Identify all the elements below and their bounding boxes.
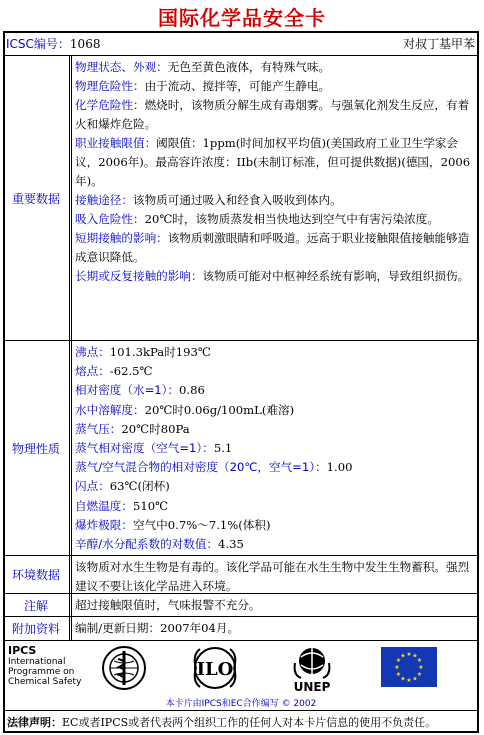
important-key: 长期或反复接触的影响： xyxy=(75,269,203,283)
important-value: 该物质刺激眼睛和呼吸道。远高于职业接触限值接触能够造成意识降低。 xyxy=(75,231,470,264)
svg-text:★: ★ xyxy=(416,671,423,678)
important-key: 接触途径： xyxy=(75,193,133,207)
notes-section xyxy=(3,594,479,617)
property-value: -62.5℃ xyxy=(109,364,153,379)
physical-properties-label: 物理性质 xyxy=(3,341,72,555)
property-value: 20℃时0.06g/100mL(难溶) xyxy=(144,402,295,417)
property-value: 1.00 xyxy=(326,460,353,475)
property-key: 蒸气压： xyxy=(75,421,122,436)
property-item xyxy=(75,477,476,496)
important-value: 无色至黄色液体，有特殊气味。 xyxy=(167,60,331,74)
important-key: 职业接触限值： xyxy=(75,136,157,150)
important-key: 物理危险性： xyxy=(75,79,145,93)
svg-text:★: ★ xyxy=(400,675,406,683)
property-value: 5.1 xyxy=(213,441,233,456)
environment-text: 该物质对水生生物是有毒的。该化学品可能在水生生物中发生生物蓄积。强烈建议不要让该化学品进入环境。 xyxy=(75,560,470,593)
property-item xyxy=(75,535,476,554)
property-value: 510℃ xyxy=(132,498,169,513)
property-item xyxy=(75,439,476,458)
legal-label: 法律声明： xyxy=(7,716,62,729)
svg-text:★: ★ xyxy=(395,671,402,678)
important-value: 阈限值：1ppm(时间加权平均值)(美国政府工业卫生学家会议，2006年)。最高容许浓度：IIb(未制订标准，但可提供数据)(德国，2006年)。 xyxy=(75,136,471,188)
property-value: 63℃(闭杯) xyxy=(109,479,170,494)
environment-label: 环境数据 xyxy=(3,556,72,593)
legal-disclaimer xyxy=(3,711,479,733)
svg-text:★: ★ xyxy=(412,652,418,660)
property-key: 相对密度（水=1）： xyxy=(75,383,180,398)
legal-text: EC或者IPCS或者代表两个组织工作的任何人对本卡片信息的使用不负责任。 xyxy=(62,716,437,729)
svg-text:★: ★ xyxy=(406,677,412,684)
svg-text:UNEP: UNEP xyxy=(293,680,331,693)
property-value: 空气中0.7%～7.1%(体积) xyxy=(132,517,271,532)
credit-line: 本卡片由IPCS和EC合作编写 © 2002 xyxy=(165,699,317,709)
important-item xyxy=(75,210,476,229)
important-item xyxy=(75,58,476,77)
property-item xyxy=(75,516,476,535)
property-key: 蒸气/空气混合物的相对密度（20℃，空气=1）： xyxy=(75,460,327,475)
property-key: 沸点： xyxy=(75,345,110,359)
important-key: 短期接触的影响： xyxy=(75,231,168,245)
important-key: 化学危险性： xyxy=(75,98,145,112)
property-item xyxy=(75,381,476,400)
important-item xyxy=(75,191,476,210)
important-item xyxy=(75,134,476,191)
property-key: 辛醇/水分配系数的对数值： xyxy=(75,537,219,552)
environment-section xyxy=(3,556,479,594)
important-item xyxy=(75,229,476,267)
additional-text: 编制/更新日期：2007年04月。 xyxy=(75,621,240,635)
property-value: 4.35 xyxy=(218,537,244,552)
svg-text:★: ★ xyxy=(416,657,423,664)
svg-text:★: ★ xyxy=(394,664,400,671)
important-value: 燃烧时，该物质分解生成有毒烟雾。与强氧化剂发生反应，有着火和爆炸危险。 xyxy=(75,98,470,131)
property-value: 101.3kPa时193℃ xyxy=(109,345,211,359)
property-key: 水中溶解度： xyxy=(75,402,145,417)
additional-section xyxy=(3,617,479,641)
property-key: 闪点： xyxy=(75,479,110,494)
physical-properties-content xyxy=(72,341,479,555)
svg-text:ILO: ILO xyxy=(196,659,234,680)
important-data-section xyxy=(3,56,479,341)
property-item xyxy=(75,401,476,420)
notes-label: 注解 xyxy=(3,594,72,616)
important-value: 20℃时，该物质蒸发相当快地达到空气中有害污染浓度。 xyxy=(144,212,439,226)
property-key: 自燃温度： xyxy=(75,498,133,513)
property-key: 蒸气相对密度（空气=1）： xyxy=(75,441,214,456)
important-value: 该物质可能对中枢神经系统有影响，导致组织损伤。 xyxy=(202,269,470,283)
important-item xyxy=(75,267,476,286)
ipcs-logo: IPCS International Programme on Chemical Safety xyxy=(8,644,82,687)
property-item xyxy=(75,497,476,516)
chemical-name: 对叔丁基甲苯 xyxy=(402,37,475,51)
who-logo-icon xyxy=(101,645,147,691)
property-key: 爆炸极限： xyxy=(75,517,133,532)
property-item xyxy=(75,420,476,439)
important-data-content xyxy=(72,56,479,340)
notes-text: 超过接触限值时，气味报警不充分。 xyxy=(75,598,261,612)
additional-label: 附加资料 xyxy=(3,617,72,640)
ilo-logo-icon xyxy=(190,645,240,691)
property-item xyxy=(75,343,476,362)
svg-text:★: ★ xyxy=(400,652,406,660)
important-item xyxy=(75,96,476,134)
icsc-row xyxy=(3,31,479,56)
important-item xyxy=(75,77,476,96)
svg-text:★: ★ xyxy=(395,657,402,664)
property-item xyxy=(75,458,476,477)
property-value: 0.86 xyxy=(179,383,205,398)
important-value: 由于流动、搅拌等，可能产生静电。 xyxy=(144,79,331,93)
card-title: 国际化学品安全卡 xyxy=(158,6,326,30)
unep-logo-icon xyxy=(287,645,337,693)
property-key: 熔点： xyxy=(75,364,110,379)
physical-properties-section xyxy=(3,341,479,556)
important-value: 该物质可通过吸入和经食入吸收到体内。 xyxy=(132,193,342,207)
icsc-label: ICSC编号：1068 xyxy=(6,37,101,51)
important-key: 吸入危险性： xyxy=(75,212,145,226)
svg-text:★: ★ xyxy=(406,651,412,658)
svg-text:★: ★ xyxy=(412,675,418,683)
eu-flag-icon xyxy=(381,647,437,687)
important-key: 物理状态、外观： xyxy=(75,60,168,74)
svg-text:★: ★ xyxy=(418,664,424,671)
property-value: 20℃时80Pa xyxy=(121,421,190,436)
important-data-label: 重要数据 xyxy=(3,56,72,340)
property-item xyxy=(75,362,476,381)
icsc-number: 1068 xyxy=(69,37,101,51)
logos-row xyxy=(3,641,479,711)
